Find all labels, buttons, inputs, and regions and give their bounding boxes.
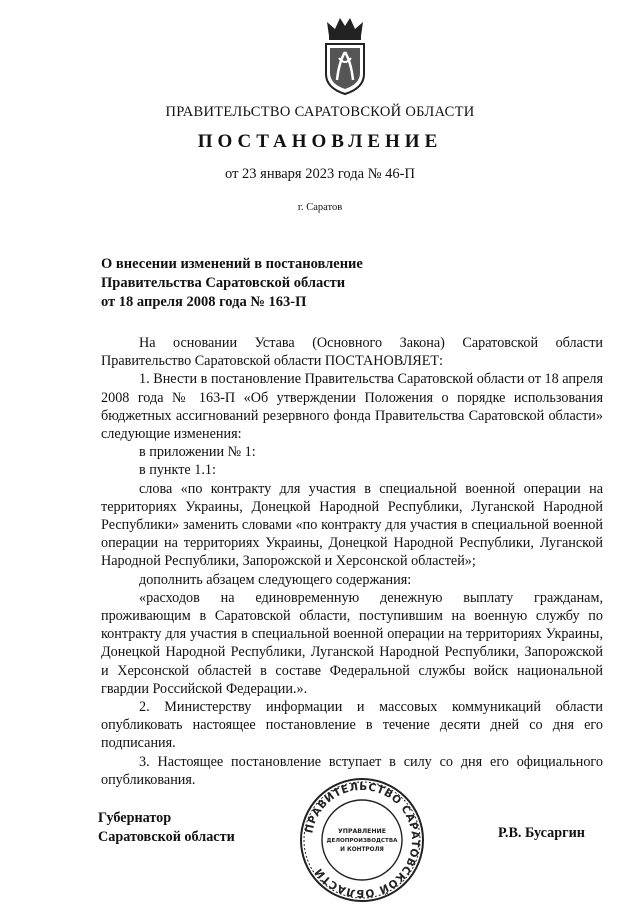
- seal-center-line-2: ДЕЛОПРОИЗВОДСТВА: [326, 838, 398, 844]
- body-paragraph: в приложении № 1:: [139, 444, 256, 461]
- seal-center-line-1: УПРАВЛЕНИЕ: [338, 828, 386, 835]
- seal-ring-text: ПРАВИТЕЛЬСТВО САРАТОВСКОЙ ОБЛАСТИ: [303, 780, 422, 900]
- body-paragraph: На основании Устава (Основного Закона) Саратовской области Правительство Саратовской области ПОСТАНОВЛЯЕТ:: [101, 335, 603, 370]
- subject-line-2: Правительства Саратовской области: [101, 275, 346, 291]
- body-paragraph: 3. Настоящее постановление вступает в силу со дня его официального опубликования.: [101, 753, 603, 788]
- signatory-name: Р.В. Бусаргин: [498, 825, 585, 841]
- body-paragraph: 2. Министерству информации и массовых коммуникаций области опубликовать настоящее постановление в течение десяти дней со дня его подписания.: [101, 699, 603, 752]
- subject-heading: [101, 255, 421, 312]
- government-name: ПРАВИТЕЛЬСТВО САРАТОВСКОЙ ОБЛАСТИ: [165, 104, 475, 120]
- coat-of-arms-icon: [321, 14, 369, 96]
- position-line-2: Саратовской области: [98, 829, 235, 845]
- date-number: от 23 января 2023 года № 46-П: [225, 166, 415, 182]
- body-paragraph: 1. Внести в постановление Правительства Саратовской области от 18 апреля 2008 года № 163-П «Об утверждении Положения о порядке использования бюджетных ассигнований резервного фонда Правительства Саратовской области» следующие изменения:: [101, 371, 603, 443]
- body-paragraph: дополнить абзацем следующего содержания:: [139, 571, 412, 588]
- official-seal-stamp: [298, 776, 426, 904]
- body-paragraph: в пункте 1.1:: [139, 462, 216, 479]
- city: г. Саратов: [297, 202, 343, 213]
- body-paragraph: «расходов на единовременную денежную выплату гражданам, проживающим в Саратовской области, поступившим на военную службу по контракту для участия в специальной военной операции на территориях Украины, Донецкой Народной Республики, Луганской Народной Республики, Запорожской и Херсонской областей в составе Федеральной службы войск национальной гвардии Российской Федерации.».: [101, 589, 603, 697]
- seal-center-line-3: И КОНТРОЛЯ: [340, 847, 384, 853]
- subject-line-3: от 18 апреля 2008 года № 163-П: [101, 294, 307, 310]
- document-type: ПОСТАНОВЛЕНИЕ: [197, 131, 443, 152]
- position-line-1: Губернатор: [98, 810, 172, 826]
- body-paragraph: слова «по контракту для участия в специальной военной операции на территориях Украины, Донецкой Народной Республики, Луганской Народной Республики» заменить словами «по контракту для участия в специальной военной операции на территориях Украины, Донецкой Народной Республики, Луганской Народной Республики, Запорожской и Херсонской областей»;: [101, 480, 603, 570]
- document-body: [101, 334, 603, 789]
- subject-line-1: О внесении изменений в постановление: [101, 256, 363, 272]
- signatory-position: [98, 809, 235, 847]
